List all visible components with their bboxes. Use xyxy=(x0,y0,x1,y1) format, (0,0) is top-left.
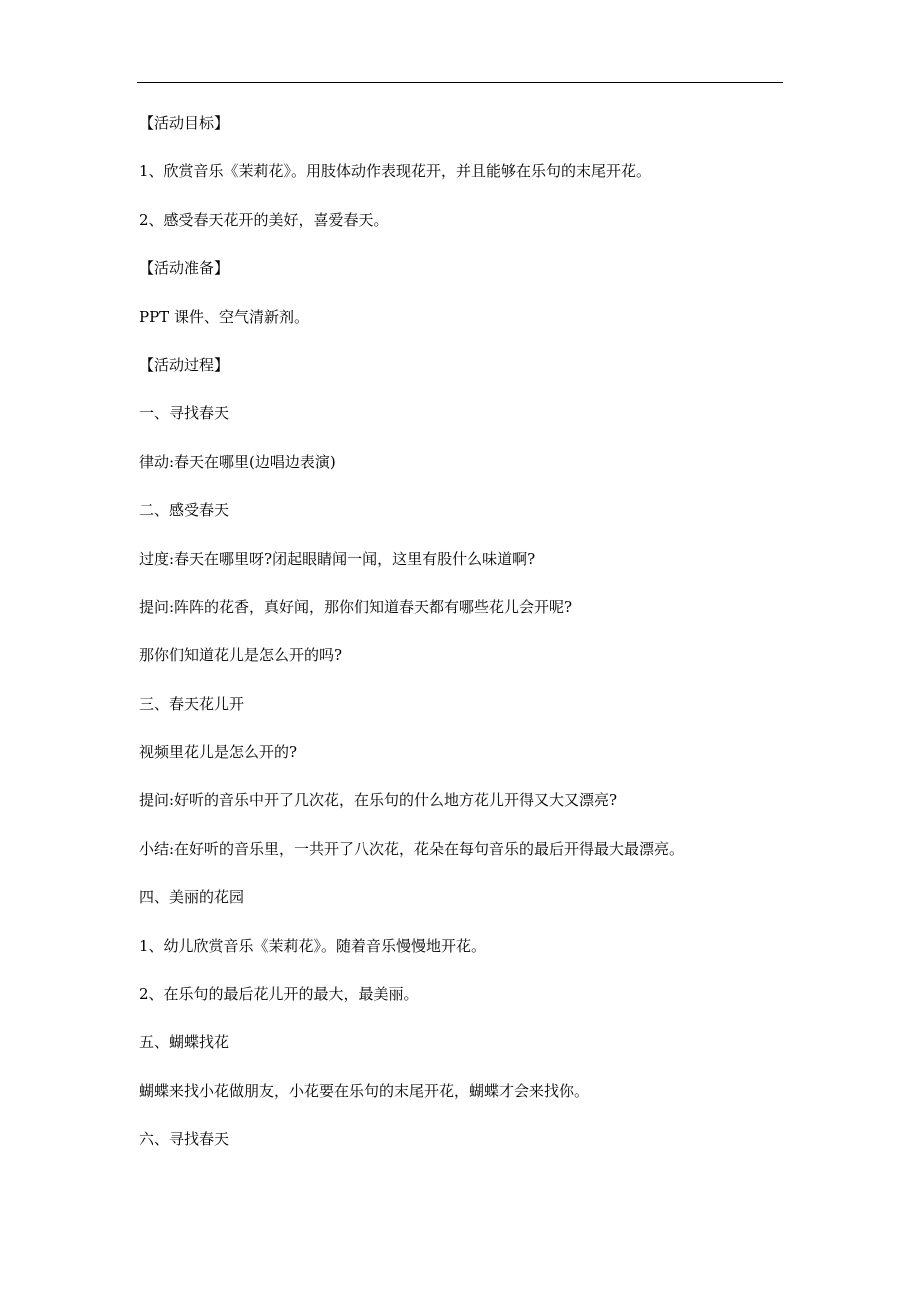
step-heading-1: 一、寻找春天 xyxy=(139,404,230,423)
paragraph: 1、幼儿欣赏音乐《茉莉花》。随着音乐慢慢地开花。 xyxy=(139,936,487,955)
paragraph: 提问:阵阵的花香，真好闻，那你们知道春天都有哪些花儿会开呢? xyxy=(139,597,573,616)
paragraph: 小结:在好听的音乐里，一共开了八次花，花朵在每句音乐的最后开得最大最漂亮。 xyxy=(139,839,685,858)
section-heading-preparation: 【活动准备】 xyxy=(139,259,230,278)
objective-item-1: 1、欣赏音乐《茉莉花》。用肢体动作表现花开，并且能够在乐句的末尾开花。 xyxy=(139,162,652,181)
step-heading-2: 二、感受春天 xyxy=(139,501,230,520)
paragraph: 律动:春天在哪里(边唱边表演) xyxy=(139,452,336,471)
section-heading-process: 【活动过程】 xyxy=(139,355,230,374)
header-rule xyxy=(137,82,783,83)
step-heading-5: 五、蝴蝶找花 xyxy=(139,1033,230,1052)
paragraph: 那你们知道花儿是怎么开的吗? xyxy=(139,646,343,665)
section-heading-objectives: 【活动目标】 xyxy=(139,114,230,132)
document-body xyxy=(139,111,779,1176)
paragraph: 蝴蝶来找小花做朋友，小花要在乐句的末尾开花，蝴蝶才会来找你。 xyxy=(139,1081,590,1100)
paragraph: 2、在乐句的最后花儿开的最大，最美丽。 xyxy=(139,985,419,1004)
paragraph: 提问:好听的音乐中开了几次花，在乐句的什么地方花儿开得又大又漂亮? xyxy=(139,791,618,810)
step-heading-4: 四、美丽的花园 xyxy=(139,888,245,907)
step-heading-3: 三、春天花儿开 xyxy=(139,694,245,713)
preparation-text: PPT 课件、空气清新剂。 xyxy=(139,307,309,326)
paragraph: 视频里花儿是怎么开的? xyxy=(139,743,298,762)
step-heading-6: 六、寻找春天 xyxy=(139,1130,230,1149)
objective-item-2: 2、感受春天花开的美好，喜爱春天。 xyxy=(139,210,389,229)
paragraph: 过度:春天在哪里呀?闭起眼睛闻一闻，这里有股什么味道啊? xyxy=(139,549,536,568)
